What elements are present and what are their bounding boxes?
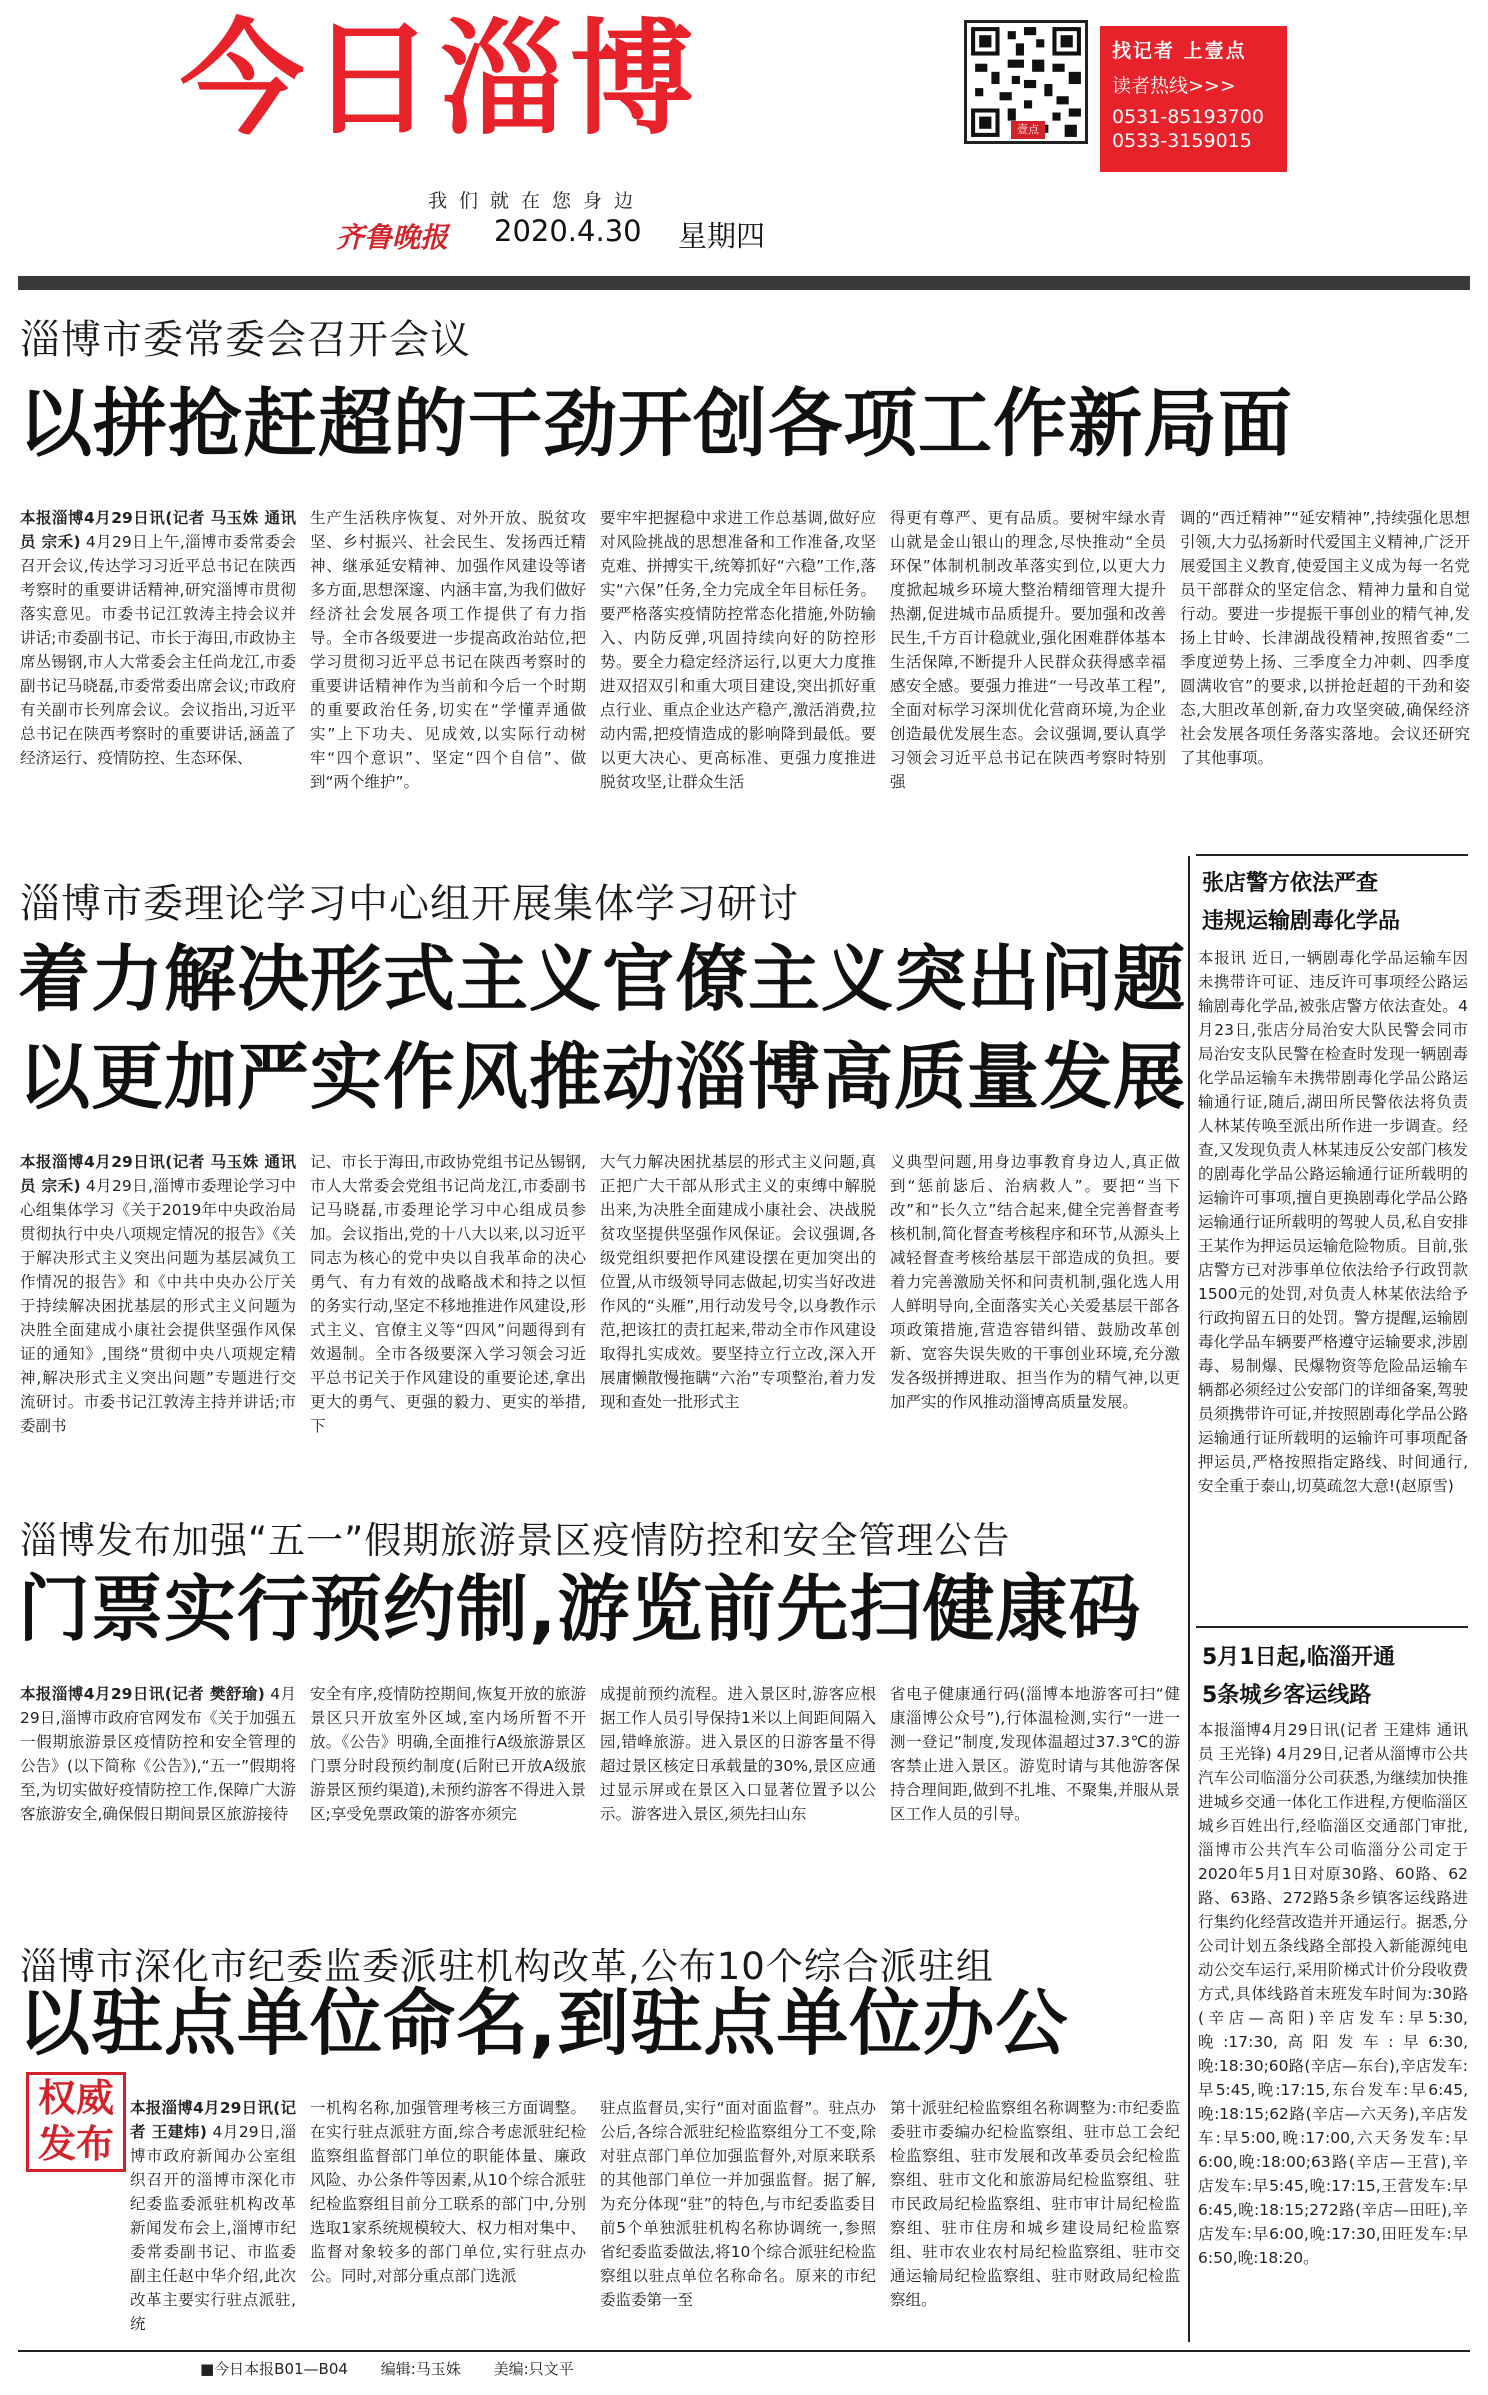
story4-kicker: 淄博市深化市纪委监委派驻机构改革,公布10个综合派驻组 — [20, 1945, 994, 1988]
story2-col: 大气力解决困扰基层的形式主义问题,真正把广大干部从形式主义的束缚中解脱出来,为决胜全面建成小康社会、决战脱贫攻坚提供坚强作风保证。会议强调,各级党组织要把作风建设摆在更加突出的位置,从市级领导同志做起,切实当好改进作风的“头雁”,用行动发号令,以身教作示范,把该扛的责扛起来,带动全市作风建设取得扎实成效。要坚持立行立改,深入开展庸懒散慢拖瞒“六治”专项整治,着力发现和查处一批形式主 — [600, 1153, 876, 1411]
story1-col: 要牢牢把握稳中求进工作总基调,做好应对风险挑战的思想准备和工作准备,攻坚克难、拼搏实干,统筹抓好“六稳”工作,落实“六保”任务,全力完成全年目标任务。要严格落实疫情防控常态化措施,外防输入、内防反弹,巩固持续向好的防控形势。要全力稳定经济运行,以更大力度推进双招双引和重大项目建设,突出抓好重点行业、重点企业达产稳产,激活消费,拉动内需,把疫情造成的影响降到最低。要以更大决心、更高标准、更强力度推进脱贫攻坚,让群众生活 — [600, 509, 876, 791]
story4-byline: 本报淄博4月29日讯(记者 王建炜) — [130, 2099, 296, 2141]
story2-byline: 本报淄博4月29日讯(记者 马玉姝 通讯员 宗禾) — [20, 1153, 296, 1195]
masthead-divider — [18, 276, 1470, 290]
story1-headline: 以拼抢赶超的干劲开创各项工作新局面 — [18, 381, 1293, 467]
sidebar1-title2: 违规运输剧毒化学品 — [1202, 909, 1401, 934]
page-footer — [200, 2358, 602, 2379]
story3-col: 安全有序,疫情防控期间,恢复开放的旅游景区只开放室外区域,室内场所暂不开放。《公告》明确,全面推行A级旅游景区门票分时段预约制度(后附已开放A级旅游景区预约渠道),未预约游客不得进入景区;享受免票政策的游客亦须完 — [310, 1685, 586, 1823]
hotline-line2: 读者热线>>> — [1112, 75, 1236, 97]
story4-text: 4月29日,淄博市政府新闻办公室组织召开的淄博市深化市纪委监委派驻机构改革新闻发布会上,淄博市纪委常委副书记、市监委副主任赵中华介绍,此次改革主要实行驻点派驻,统 — [130, 2123, 296, 2333]
story1-col — [20, 506, 310, 836]
reader-hotline-box — [1100, 26, 1287, 172]
sidebar2-text: 本报淄博4月29日讯(记者 王建炜 通讯员 王光锋) 4月29日,记者从淄博市公共汽车公司临淄分公司获悉,为继续加快推进城乡交通一体化工作进程,方便临淄区城乡百姓出行,经临淄区交通部门审批,淄博市公共汽车公司临淄分公司定于2020年5月1日对原30路、60路、62路、63路、272路5条乡镇客运线路进行集约化经营改造并开通运行。据悉,分公司计划五条线路全部投入新能源纯电动公交车运行,采用阶梯式计价分段收费方式,具体线路首末班发车时间为:30路(辛店—高阳)辛店发车:早5:30,晚:17:30,高阳发车:早6:30,晚:18:30;60路(辛店—东台),辛店发车:早5:45,晚:17:15,东台发车:早6:45,晚:18:15;62路(辛店—六天务),辛店发车:早5:00,晚:17:00,六天务发车:早6:00,晚:18:00;63路(辛店—王营),辛店发车:早5:45,晚:17:15,王营发车:早6:45,晚:18:15;272路(辛店—田旺),辛店发车:早6:00,晚:17:30,田旺发车:早6:50,晚:18:20。 — [1198, 1721, 1468, 2267]
story2-col — [20, 1150, 310, 1470]
story1-byline: 本报淄博4月29日讯(记者 马玉姝 通讯员 宗禾) — [20, 509, 296, 551]
footer-divider — [18, 2350, 1470, 2352]
issue-date: 2020.4.30 — [494, 214, 642, 248]
story2-col: 义典型问题,用身边事教育身边人,真正做到“惩前毖后、治病救人”。要把“当下改”和“长久立”结合起来,健全完善督查考核机制,简化督查考核程序和环节,从源头上减轻督查考核给基层干部造成的负担。要着力完善激励关怀和问责机制,强化选人用人鲜明导向,全面落实关心关爱基层干部各项政策措施,营造容错纠错、鼓励改革创新、宽容失误失败的干事创业环境,充分激发各级拼搏进取、担当作为的精气神,以更加严实的作风推动淄博高质量发展。 — [890, 1153, 1180, 1411]
story1-text: 4月29日上午,淄博市委常委会召开会议,传达学习习近平总书记在陕西考察时的重要讲话精神,研究淄博市贯彻落实意见。市委书记江敦涛主持会议并讲话;市委副书记、市长于海田,市政协主席丛锡钢,市人大常委会主任尚龙江,市委副书记马晓磊,市委常委出席会议;市政府有关副市长列席会议。会议指出,习近平总书记在陕西考察时的重要讲话,涵盖了经济运行、疫情防控、生态环保、 — [20, 533, 297, 767]
story3-body — [20, 1682, 1180, 1912]
footer-designer: 美编:只文平 — [493, 2360, 574, 2378]
story2-headline2: 以更加严实作风推动淄博高质量发展 — [18, 1035, 1187, 1119]
story4-col: 第十派驻纪检监察组名称调整为:市纪委监委驻市委编办纪检监察组、驻市总工会纪检监察组、驻市发展和改革委员会纪检监察组、驻市文化和旅游局纪检监察组、驻市民政局纪检监察组、驻市审计局纪检监察组、驻市住房和城乡建设局纪检监察组、驻市农业农村局纪检监察组、驻市交通运输局纪检监察组、驻市财政局纪检监察组。 — [890, 2099, 1180, 2309]
story4-body — [20, 2096, 1180, 2336]
story1-col: 生产生活秩序恢复、对外开放、脱贫攻坚、乡村振兴、社会民生、发扬西迁精神、继承延安精神、加强作风建设等诸多方面,思想深邃、内涵丰富,为我们做好经济社会发展各项工作提供了有力指导。全市各级要进一步提高政治站位,把学习贯彻习近平总书记在陕西考察时的重要讲话精神作为当前和今后一个时期的重要政治任务,切实在“学懂弄通做实”上下功夫、见成效,以实际行动树牢“四个意识”、坚定“四个自信”、做到“两个维护”。 — [310, 509, 586, 791]
story1-col: 调的“西迁精神”“延安精神”,持续强化思想引领,大力弘扬新时代爱国主义精神,广泛开展爱国主义教育,使爱国主义成为每一名党员干部群众的坚定信念、精神力量和自觉行动。要进一步提振干事创业的精气神,发扬上甘岭、长津湖战役精神,按照省委“二季度逆势上扬、三季度全力冲刺、四季度圆满收官”的要求,以拼抢赶超的干劲和姿态,大胆改革创新,奋力攻坚突破,确保经济社会发展各项任务落实落地。会议还研究了其他事项。 — [1180, 509, 1470, 767]
sidebar-divider — [1188, 856, 1190, 2342]
story4-col: 驻点监督员,实行“面对面监督”。驻点办公后,各综合派驻纪检监察组分工不变,除对驻点部门单位加强监督外,对原来联系的其他部门单位一并加强监督。据了解,为充分体现“驻”的特色,与市纪委监委目前5个单独派驻机构名称协调统一,参照省纪委监委做法,将10个综合派驻纪检监察组以驻点单位名称命名。原来的市纪委监委第一至 — [600, 2099, 876, 2309]
story4-col — [20, 2096, 310, 2336]
story3-kicker: 淄博发布加强“五一”假期旅游景区疫情防控和安全管理公告 — [20, 1519, 1011, 1562]
sidebar2-title1: 5月1日起,临淄开通 — [1202, 1645, 1395, 1670]
story3-headline: 门票实行预约制,游览前先扫健康码 — [18, 1567, 1142, 1651]
masthead-slogan: 我们就在您身边 — [428, 190, 646, 212]
sidebar1-title1: 张店警方依法严查 — [1202, 871, 1379, 896]
sidebar-top-rule — [1196, 854, 1468, 856]
qr-label: 壹点 — [1011, 121, 1045, 139]
story3-byline: 本报淄博4月29日讯(记者 樊舒瑜) — [20, 1685, 265, 1703]
story4-headline: 以驻点单位命名,到驻点单位办公 — [18, 1981, 1069, 2065]
story1-kicker: 淄博市委常委会召开会议 — [20, 317, 471, 363]
sidebar1-text: 本报讯 近日,一辆剧毒化学品运输车因未携带许可证、违反许可事项经公路运输剧毒化学品,被张店警方依法查处。4月23日,张店分局治安大队民警会同市局治安支队民警在检查时发现一辆剧毒化学品运输车未携带剧毒化学品公路运输通行证,随后,湖田所民警依法将负责人林某传唤至派出所作进一步调查。经查,又发现负责人林某违反公安部门核发的剧毒化学品公路运输通行证所载明的运输许可事项,擅自更换剧毒化学品公路运输通行证所载明的驾驶人员,私自安排王某作为押运员运输危险物质。目前,张店警方已对涉事单位依法给予行政罚款1500元的处罚,对负责人林某依法给予行政拘留五日的处罚。警方提醒,运输剧毒化学品车辆要严格遵守运输要求,涉剧毒、易制爆、民爆物资等危险品运输车辆都必须经过公安部门的详细备案,驾驶员须携带许可证,并按照剧毒化学品公路运输通行证所载明的运输许可事项配备押运员,严格按照指定路线、时间通行,安全重于泰山,切莫疏忽大意!(赵原雪) — [1198, 949, 1468, 1495]
sidebar-mid-rule — [1196, 1626, 1468, 1628]
story2-text: 4月29日,淄博市委理论学习中心组集体学习《关于2019年中央政治局贯彻执行中央八项规定情况的报告》《关于解决形式主义突出问题为基层减负工作情况的报告》和《中共中央办公厅关于持续解决困扰基层的形式主义问题为决胜全面建成小康社会提供坚强作风保证的通知》,围绕“贯彻中央八项规定精神,解决形式主义突出问题”专题进行交流研讨。市委书记江敦涛主持并讲话;市委副书 — [20, 1177, 297, 1435]
story3-col: 省电子健康通行码(淄博本地游客可扫“健康淄博公众号”),行体温检测,实行“一进一测一登记”制度,发现体温超过37.3℃的游客禁止进入景区。游览时请与其他游客保持合理间距,做到不扎堆、不聚集,并服从景区工作人员的引导。 — [890, 1685, 1180, 1823]
story3-text: 4月29日,淄博市政府官网发布《关于加强五一假期旅游景区疫情防控和安全管理的公告》(以下简称《公告》),“五一”假期将至,为切实做好疫情防控工作,保障广大游客旅游安全,确保假日期间景区旅游接待 — [20, 1685, 296, 1823]
story2-body — [20, 1150, 1180, 1470]
hotline-phone1: 0531-85193700 — [1112, 106, 1264, 128]
sidebar2-title2: 5条城乡客运线路 — [1202, 1683, 1372, 1708]
masthead-title: 今日淄博 — [180, 8, 701, 152]
story1-col: 得更有尊严、更有品质。要树牢绿水青山就是金山银山的理念,尽快推动“全员环保”体制机制改革落实到位,以更大力度掀起城乡环境大整治精细管理大提升热潮,促进城市品质提升。要加强和改善民生,千方百计稳就业,强化困难群体基本生活保障,不断提升人民群众获得感幸福感安全感。要强力推进“一号改革工程”,全面对标学习深圳优化营商环境,为企业创造最优发展生态。会议强调,要认真学习领会习近平总书记在陕西考察时特别强 — [890, 509, 1166, 791]
story2-kicker: 淄博市委理论学习中心组开展集体学习研讨 — [20, 881, 799, 927]
story3-col: 成提前预约流程。进入景区时,游客应根据工作人员引导保持1米以上间距间隔入园,错峰旅游。进入景区的日游客量不得超过景区核定日承载量的30%,景区应通过显示屏或在景区入口显著位置予以公示。游客进入景区,须先扫山东 — [600, 1685, 876, 1823]
story2-headline1: 着力解决形式主义官僚主义突出问题 — [18, 937, 1187, 1021]
hotline-phone2: 0533-3159015 — [1112, 130, 1252, 152]
footer-editor: 编辑:马玉姝 — [380, 2360, 461, 2378]
hotline-line1: 找记者 上壹点 — [1112, 40, 1247, 62]
story3-col — [20, 1682, 310, 1912]
authority-release-stamp: 权威发布 — [26, 2072, 126, 2172]
masthead-brand: 齐鲁晚报 — [336, 221, 449, 254]
footer-pages: ■今日本报B01—B04 — [200, 2360, 348, 2378]
story4-col: 一机构名称,加强管理考核三方面调整。在实行驻点派驻方面,综合考虑派驻纪检监察组监督部门单位的职能体量、廉政风险、办公条件等因素,从10个综合派驻纪检监察组目前分工联系的部门中,分别选取1家系统规模较大、权力相对集中、监督对象较多的部门单位,实行驻点办公。同时,对部分重点部门选派 — [310, 2099, 586, 2285]
story2-col: 记、市长于海田,市政协党组书记丛锡钢,市人大常委会党组书记尚龙江,市委副书记马晓磊,市委理论学习中心组成员参加。会议指出,党的十八大以来,以习近平同志为核心的党中央以自我革命的决心勇气、有力有效的战略战术和持之以恒的务实行动,坚定不移地推进作风建设,形式主义、官僚主义等“四风”问题得到有效遏制。全市各级要深入学习领会习近平总书记关于作风建设的重要论述,拿出更大的勇气、更强的毅力、更实的举措,下 — [310, 1153, 586, 1435]
issue-weekday: 星期四 — [678, 219, 766, 253]
story1-body — [20, 506, 1470, 836]
qr-code[interactable] — [964, 20, 1088, 144]
